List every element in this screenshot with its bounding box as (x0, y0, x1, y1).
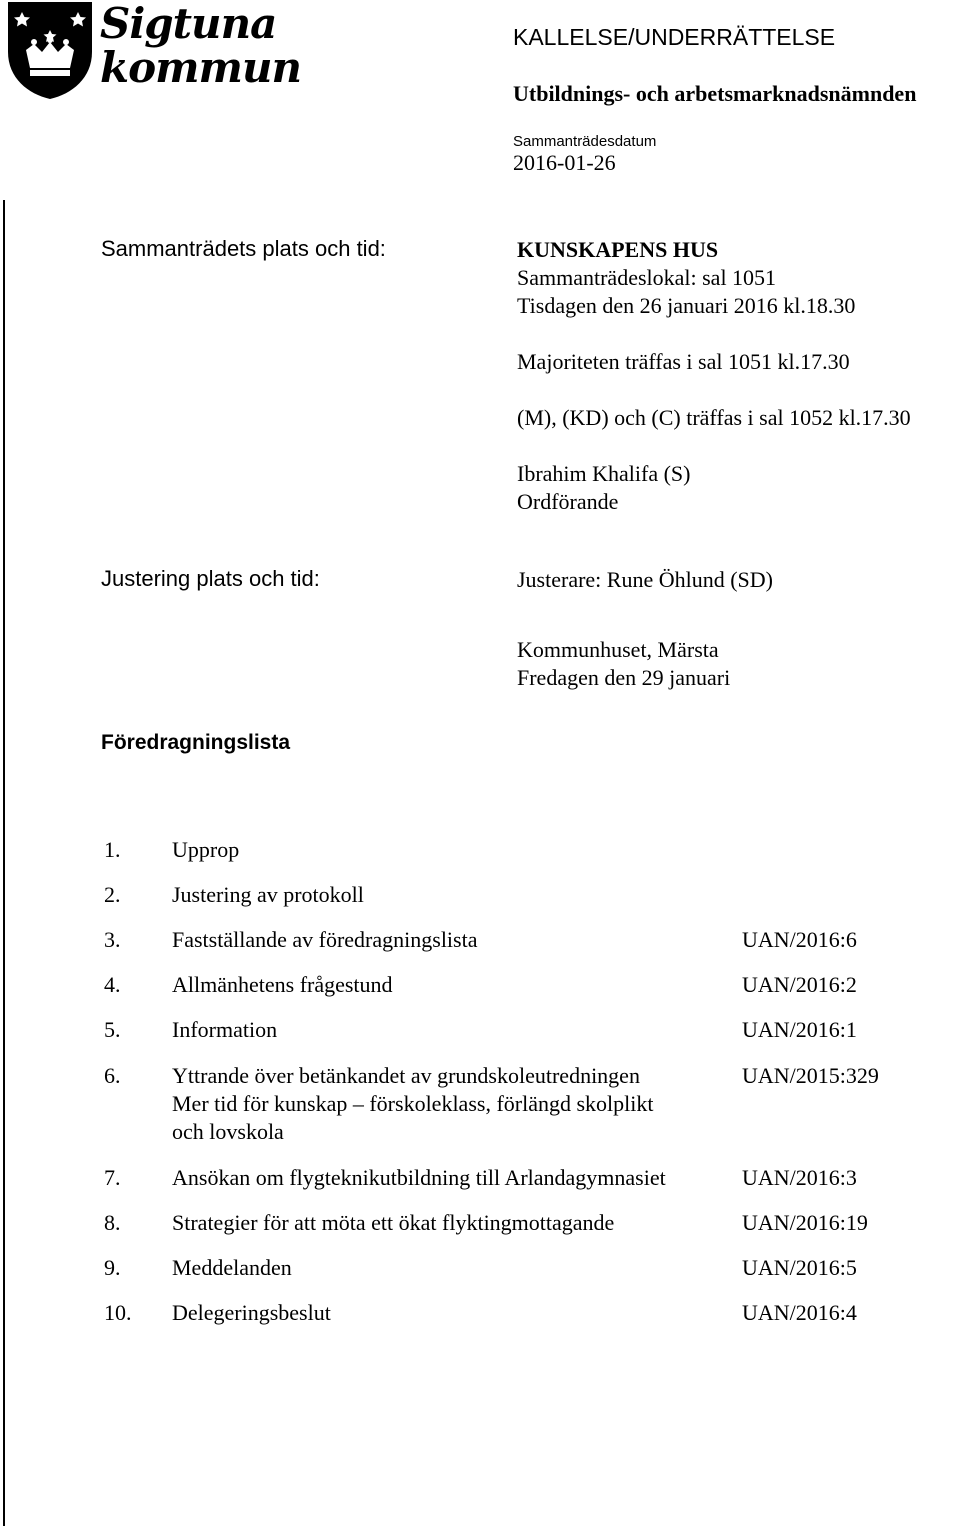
agenda-item-reference: UAN/2016:1 (742, 1017, 857, 1042)
meeting-room: Sammanträdeslokal: sal 1051 (517, 265, 777, 290)
agenda-item-reference: UAN/2016:6 (742, 927, 857, 952)
agenda-item-title (172, 926, 732, 954)
agenda-item-reference: UAN/2016:5 (742, 1255, 857, 1280)
opposition-meeting: (M), (KD) och (C) träffas i sal 1052 kl.17.30 (517, 405, 911, 430)
agenda-item-title-line: och lovskola (172, 1119, 284, 1144)
meeting-date-value: 2016-01-26 (513, 150, 616, 175)
agenda-item-title-line: Ansökan om flygteknikutbildning till Arlandagymnasiet (172, 1165, 666, 1190)
justification-place: Kommunhuset, Märsta (517, 637, 719, 662)
agenda-item-number: 1. (104, 837, 121, 862)
committee-name: Utbildnings- och arbetsmarknadsnämnden (513, 81, 917, 106)
agenda-item-number: 4. (104, 972, 121, 997)
meeting-time: Tisdagen den 26 januari 2016 kl.18.30 (517, 293, 856, 318)
agenda-item-title (172, 1164, 732, 1192)
agenda-item-title-line: Yttrande över betänkandet av grundskoleutredningen (172, 1063, 640, 1088)
agenda-item-title (172, 1062, 732, 1146)
majority-meeting: Majoriteten träffas i sal 1051 kl.17.30 (517, 349, 850, 374)
agenda-title: Föredragningslista (101, 731, 291, 754)
agenda-item-number: 8. (104, 1210, 121, 1235)
logo-wordmark (100, 2, 301, 90)
agenda-item-title-line: Information (172, 1017, 278, 1042)
agenda-item-title-line: Mer tid för kunskap – förskoleklass, förlängd skolplikt (172, 1091, 654, 1116)
agenda-item-number: 10. (104, 1300, 132, 1325)
agenda-item-title (172, 1299, 732, 1327)
chair-role: Ordförande (517, 489, 619, 514)
agenda-item-title-line: Meddelanden (172, 1255, 292, 1280)
agenda-item-title (172, 836, 732, 864)
agenda-item-number: 6. (104, 1063, 121, 1088)
agenda-item-number: 5. (104, 1017, 121, 1042)
agenda-item-number: 7. (104, 1165, 121, 1190)
logo-line-1: Sigtuna (100, 0, 277, 48)
agenda-item-title-line: Allmänhetens frågestund (172, 972, 393, 997)
agenda-item-title (172, 971, 732, 999)
crown-shield-icon (2, 0, 98, 100)
agenda-item-number: 3. (104, 927, 121, 952)
agenda-item-title (172, 881, 732, 909)
chair-name: Ibrahim Khalifa (S) (517, 461, 691, 486)
agenda-item-title (172, 1016, 732, 1044)
agenda-item-title (172, 1209, 732, 1237)
sigtuna-kommun-logo (0, 0, 300, 100)
meeting-venue: KUNSKAPENS HUS (517, 237, 719, 262)
logo-line-2: kommun (100, 43, 302, 92)
justification-date: Fredagen den 29 januari (517, 665, 731, 690)
agenda-item-title-line: Fastställande av föredragningslista (172, 927, 478, 952)
meeting-date-label: Sammanträdesdatum (513, 133, 657, 150)
agenda-item-title (172, 1254, 732, 1282)
agenda-item-number: 9. (104, 1255, 121, 1280)
agenda-item-title-line: Strategier för att möta ett ökat flyktingmottagande (172, 1210, 615, 1235)
meeting-place-label: Sammanträdets plats och tid: (101, 236, 386, 261)
justifier: Justerare: Rune Öhlund (SD) (517, 567, 774, 592)
agenda-item-title-line: Upprop (172, 837, 240, 862)
agenda-item-number: 2. (104, 882, 121, 907)
justification-label: Justering plats och tid: (101, 566, 320, 591)
margin-rule (3, 200, 5, 1526)
agenda-item-reference: UAN/2016:2 (742, 972, 857, 997)
agenda-item-reference: UAN/2016:19 (742, 1210, 868, 1235)
agenda-item-title-line: Justering av protokoll (172, 882, 364, 907)
agenda-item-reference: UAN/2016:4 (742, 1300, 857, 1325)
agenda-item-reference: UAN/2016:3 (742, 1165, 857, 1190)
agenda-item-reference: UAN/2015:329 (742, 1063, 879, 1088)
agenda-item-title-line: Delegeringsbeslut (172, 1300, 331, 1325)
document-type: KALLELSE/UNDERRÄTTELSE (513, 24, 836, 50)
